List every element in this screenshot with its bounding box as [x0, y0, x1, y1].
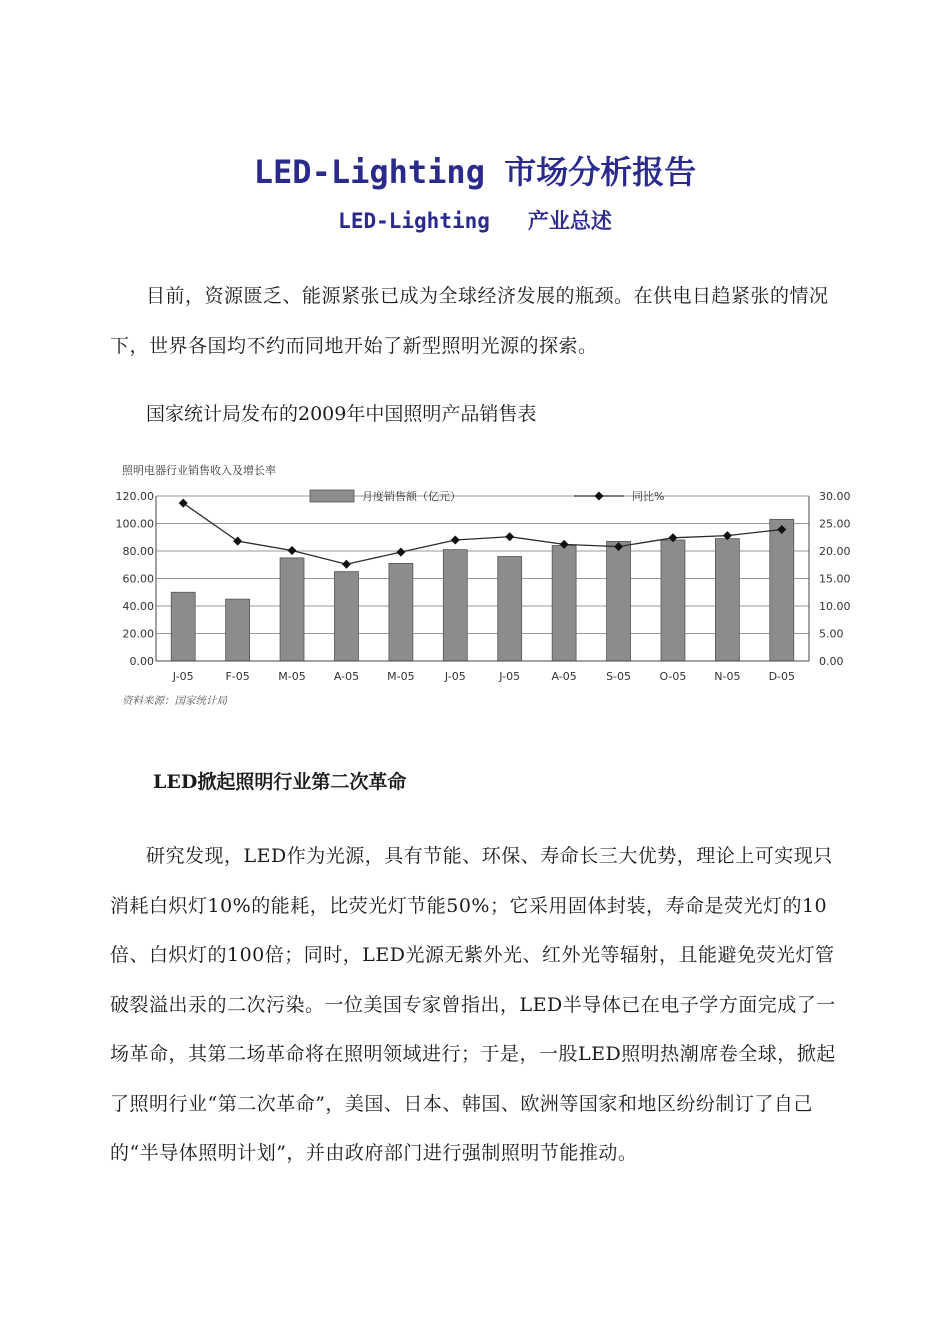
- category-label: A-05: [551, 670, 577, 683]
- body-paragraph: 研究发现，LED作为光源，具有节能、环保、寿命长三大优势，理论上可实现只消耗白炽灯10%的能耗，比荧光灯节能50%；它采用固体封装，寿命是荧光灯的10倍、白炽灯的100倍；同时，LED光源无紫外光、红外光等辐射，且能避免荧光灯管破裂溢出汞的二次污染。一位美国专家曾指出，LED半导体已在电子学方面完成了一场革命，其第二场革命将在照明领域进行；于是，一股LED照明热潮席卷全球，掀起了照明行业“第二次革命”，美国、日本、韩国、欧洲等国家和地区纷纷制订了自己的“半导体照明计划”，并由政府部门进行强制照明节能推动。: [110, 845, 836, 1164]
- bar: [607, 541, 631, 661]
- bar: [171, 592, 195, 661]
- bar: [280, 558, 304, 661]
- growth-point: [288, 546, 297, 555]
- category-label: S-05: [606, 670, 632, 683]
- page-title: LED-Lighting 市场分析报告: [253, 153, 697, 191]
- chart-title: 照明电器行业销售收入及增长率: [122, 464, 276, 477]
- category-label: J-05: [444, 670, 466, 683]
- category-label: O-05: [659, 670, 687, 683]
- growth-point: [451, 536, 460, 545]
- growth-point: [396, 548, 405, 557]
- left-tick-label: 40.00: [122, 600, 154, 613]
- bar: [770, 519, 794, 661]
- legend-line-marker: [595, 492, 604, 501]
- bar: [443, 550, 467, 661]
- bar: [226, 599, 250, 661]
- category-label: N-05: [714, 670, 741, 683]
- right-tick-label: 20.00: [819, 545, 851, 558]
- category-label: J-05: [499, 670, 521, 683]
- legend-bar-swatch: [310, 490, 354, 502]
- category-label: M-05: [387, 670, 415, 683]
- chart-source: 资料来源：国家统计局: [122, 695, 227, 707]
- right-tick-label: 10.00: [819, 600, 851, 613]
- bar: [389, 563, 413, 661]
- right-tick-label: 25.00: [819, 517, 851, 531]
- right-tick-label: 30.00: [819, 490, 851, 503]
- bar: [715, 539, 739, 661]
- chart-caption: 国家统计局发布的2009年中国照明产品销售表: [146, 403, 537, 425]
- page-subtitle: LED-Lighting 产业总述: [338, 209, 612, 233]
- category-label: J-05: [172, 670, 194, 683]
- bar: [334, 572, 358, 661]
- left-tick-label: 0.00: [129, 655, 154, 668]
- bar: [661, 540, 685, 661]
- intro-paragraph: 目前，资源匮乏、能源紧张已成为全球经济发展的瓶颈。在供电日趋紧张的情况下，世界各国均不约而同地开始了新型照明光源的探索。: [110, 285, 829, 357]
- growth-line: [183, 503, 782, 564]
- growth-point: [505, 532, 514, 541]
- category-label: M-05: [278, 670, 306, 683]
- category-label: D-05: [768, 670, 796, 683]
- right-tick-label: 15.00: [819, 572, 851, 586]
- left-tick-label: 60.00: [122, 572, 154, 586]
- bar: [552, 546, 576, 662]
- category-label: A-05: [333, 670, 360, 683]
- growth-point: [179, 499, 188, 508]
- section-heading: LED掀起照明行业第二次革命: [153, 771, 407, 793]
- bar: [498, 557, 522, 662]
- right-tick-label: 5.00: [819, 627, 844, 641]
- legend-bar-label: 月度销售额（亿元）: [362, 490, 461, 503]
- growth-point: [233, 537, 242, 546]
- right-tick-label: 0.00: [819, 655, 844, 668]
- left-tick-label: 120.00: [115, 490, 154, 503]
- legend-line-label: 同比%: [632, 490, 665, 503]
- left-tick-label: 20.00: [122, 627, 154, 641]
- left-tick-label: 100.00: [115, 517, 154, 531]
- growth-point: [342, 560, 351, 569]
- sales-chart: [104, 458, 851, 713]
- left-tick-label: 80.00: [122, 545, 154, 558]
- category-label: F-05: [225, 670, 250, 683]
